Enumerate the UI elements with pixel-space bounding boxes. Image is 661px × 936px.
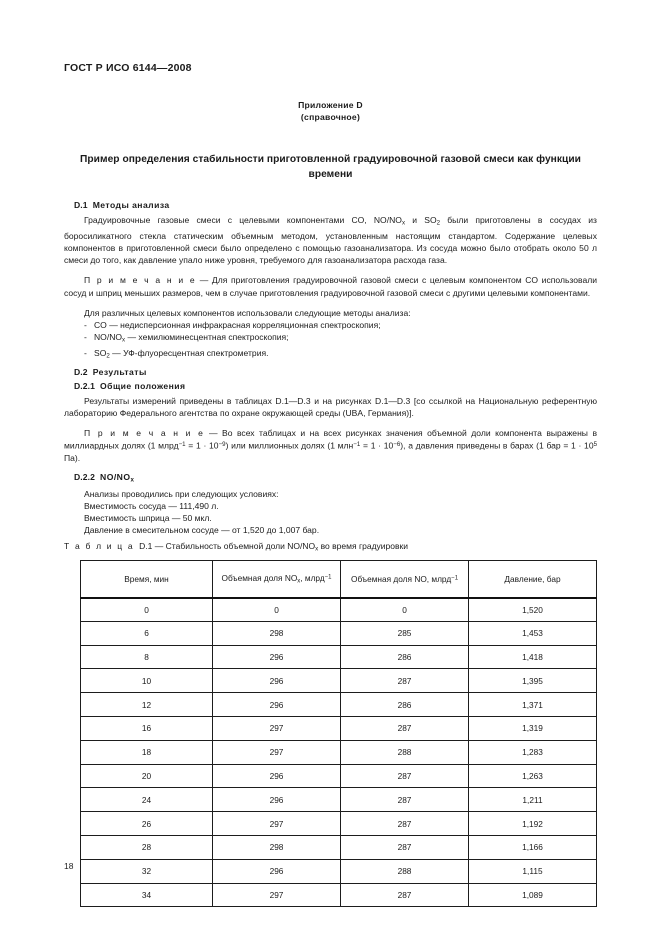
table-caption-number: D.1 — [139, 541, 153, 551]
cell-time: 32 — [81, 859, 213, 883]
stability-table — [80, 560, 597, 907]
note-label-d1: П р и м е ч а н и е — [84, 275, 197, 286]
table-body — [81, 598, 597, 907]
column-header-nox: Объемная доля $NO_x$, млрд$^{-1}$ — [213, 561, 341, 598]
cell-nox: 296 — [213, 693, 341, 717]
cell-pressure: 1,263 — [469, 764, 597, 788]
table-row — [81, 812, 597, 836]
table-caption-text: — Стабильность объемной доли $NO/NO_x$ во время градуировки — [154, 541, 409, 553]
cell-time: 10 — [81, 669, 213, 693]
cell-no: 285 — [341, 621, 469, 645]
cell-time: 0 — [81, 598, 213, 622]
list-item: - $SO_2$ — УФ-флуоресцентная спектрометрия. — [84, 347, 269, 360]
cell-pressure: 1,192 — [469, 812, 597, 836]
condition-pressure: Давление в смесительном сосуде — от 1,520 до 1,007 бар. — [84, 525, 320, 536]
cell-nox: 296 — [213, 859, 341, 883]
list-item: - $NO/NO_x$ — хемилюминесцентная спектроскопия; — [84, 332, 289, 344]
table-row — [81, 883, 597, 907]
cell-nox: 297 — [213, 812, 341, 836]
heading-d22-label: $NO/NO_x$ — [100, 472, 135, 484]
cell-time: 24 — [81, 788, 213, 812]
cell-nox: 298 — [213, 621, 341, 645]
heading-d1-label: Методы анализа — [92, 200, 170, 210]
cell-pressure: 1,283 — [469, 740, 597, 764]
cell-time: 8 — [81, 645, 213, 669]
cell-pressure: 1,319 — [469, 716, 597, 740]
cell-nox: 297 — [213, 740, 341, 764]
list-item: - CO — недисперсионная инфракрасная корреляционная спектроскопия; — [84, 319, 381, 330]
table-row — [81, 716, 597, 740]
cell-nox: 296 — [213, 788, 341, 812]
running-head: ГОСТ Р ИСО 6144—2008 — [64, 62, 192, 74]
annex-subtitle: (справочное) — [300, 112, 361, 122]
cell-nox: 296 — [213, 669, 341, 693]
heading-d1-number: D.1 — [74, 200, 88, 210]
heading-d21-label: Общие положения — [100, 380, 186, 391]
body-content — [64, 200, 597, 537]
cell-time: 34 — [81, 883, 213, 907]
table-row — [81, 621, 597, 645]
cell-time: 18 — [81, 740, 213, 764]
cell-no: 286 — [341, 645, 469, 669]
table-row — [81, 598, 597, 622]
table-header-row — [81, 561, 597, 598]
cell-nox: 298 — [213, 835, 341, 859]
annex-title: Приложение D — [298, 100, 363, 110]
heading-d21-number: D.2.1 — [74, 380, 96, 391]
cell-no: 287 — [341, 716, 469, 740]
cell-nox: 296 — [213, 645, 341, 669]
conditions-intro: Анализы проводились при следующих условиях: — [84, 488, 279, 499]
cell-no: 287 — [341, 835, 469, 859]
cell-time: 16 — [81, 716, 213, 740]
cell-pressure: 1,166 — [469, 835, 597, 859]
heading-d21 — [64, 381, 597, 391]
cell-pressure: 1,520 — [469, 598, 597, 622]
annex-heading-block — [0, 99, 661, 123]
cell-nox: 297 — [213, 883, 341, 907]
note-label-d21: П р и м е ч а н и е — [84, 428, 205, 439]
page-title: Пример определения стабильности приготовленной градуировочной газовой смеси как функции времени — [80, 154, 581, 180]
cell-time: 6 — [81, 621, 213, 645]
cell-no: 287 — [341, 812, 469, 836]
page-number: 18 — [64, 861, 74, 871]
heading-d2-label: Результаты — [92, 366, 147, 377]
column-header-time: Время, мин — [81, 561, 213, 598]
cell-nox: 297 — [213, 716, 341, 740]
cell-nox: 296 — [213, 764, 341, 788]
cell-time: 28 — [81, 835, 213, 859]
condition-vessel-capacity: Вместимость сосуда — 111,490 л. — [84, 500, 219, 511]
table-row — [81, 669, 597, 693]
cell-no: 0 — [341, 598, 469, 622]
methods-list — [64, 319, 597, 363]
cell-pressure: 1,418 — [469, 645, 597, 669]
cell-no: 286 — [341, 693, 469, 717]
cell-no: 288 — [341, 740, 469, 764]
heading-d22 — [64, 472, 597, 484]
heading-d1 — [64, 200, 597, 210]
table-row — [81, 740, 597, 764]
cell-no: 287 — [341, 788, 469, 812]
cell-time: 20 — [81, 764, 213, 788]
table-row — [81, 788, 597, 812]
cell-no: 287 — [341, 883, 469, 907]
paragraph-d1-note: П р и м е ч а н и е — Для приготовления градуировочной газовой смеси с целевым компонентом CO использовали сосуд и шприц меньших размеров, чем в случае приготовления градуировочной газовой смеси с другими целевыми компонентами. — [64, 275, 598, 298]
paragraph-d21-note: П р и м е ч а н и е — Во всех таблицах и на всех рисунках значения объемной доли компонента выражены в миллиардных долях (1 млрд$^{-1}$ = $1 \cdot 10^{-9}$) или миллионных долях (1 $млн^{-1} = 1 \cdot 10^{-6}$), а давления приведены в барах (1 бар = $1 \cdot 10^5$ Па). — [64, 428, 598, 464]
cell-no: 287 — [341, 669, 469, 693]
table-row — [81, 835, 597, 859]
paragraph-methods-intro: Для различных целевых компонентов использовали следующие методы анализа: — [84, 307, 411, 318]
cell-pressure: 1,115 — [469, 859, 597, 883]
table-row — [81, 859, 597, 883]
heading-d22-number: D.2.2 — [74, 472, 96, 483]
cell-pressure: 1,089 — [469, 883, 597, 907]
table-row — [81, 764, 597, 788]
paragraph-d1-intro: Градуировочные газовые смеси с целевыми компонентами CO, $NO/NO_x$ и $SO_2$ были приготовлены в сосудах из боросиликатного стекла статическим объемным методом, установленным настоящим стандартом. Содержание целевых компонентов в приготовленной смеси было определено с помощью газоанализатора. Из сосуда можно было отобрать около 50 л смеси до того, как давление упало ниже уровня, требуемого для газоанализатора расхода газа. — [64, 215, 597, 266]
cell-no: 288 — [341, 859, 469, 883]
table-caption — [64, 541, 408, 553]
table-caption-label: Т а б л и ц а — [64, 541, 135, 551]
cell-nox: 0 — [213, 598, 341, 622]
cell-pressure: 1,371 — [469, 693, 597, 717]
column-header-no: Объемная доля NO, млрд$^{-1}$ — [341, 561, 469, 598]
table-row — [81, 693, 597, 717]
cell-no: 287 — [341, 764, 469, 788]
column-header-pressure: Давление, бар — [469, 561, 597, 598]
heading-d2 — [64, 367, 597, 377]
paragraph-d21: Результаты измерений приведены в таблицах D.1—D.3 и на рисунках D.1—D.3 [со ссылкой на Национальную референтную лабораторию Федерального агентства по охране окружающей среды (UBA, Германия)]. — [64, 395, 597, 418]
table-row — [81, 645, 597, 669]
condition-syringe-capacity: Вместимость шприца — 50 мкл. — [84, 513, 212, 524]
cell-pressure: 1,395 — [469, 669, 597, 693]
cell-pressure: 1,211 — [469, 788, 597, 812]
cell-time: 12 — [81, 693, 213, 717]
heading-d2-number: D.2 — [74, 366, 88, 377]
cell-pressure: 1,453 — [469, 621, 597, 645]
cell-time: 26 — [81, 812, 213, 836]
